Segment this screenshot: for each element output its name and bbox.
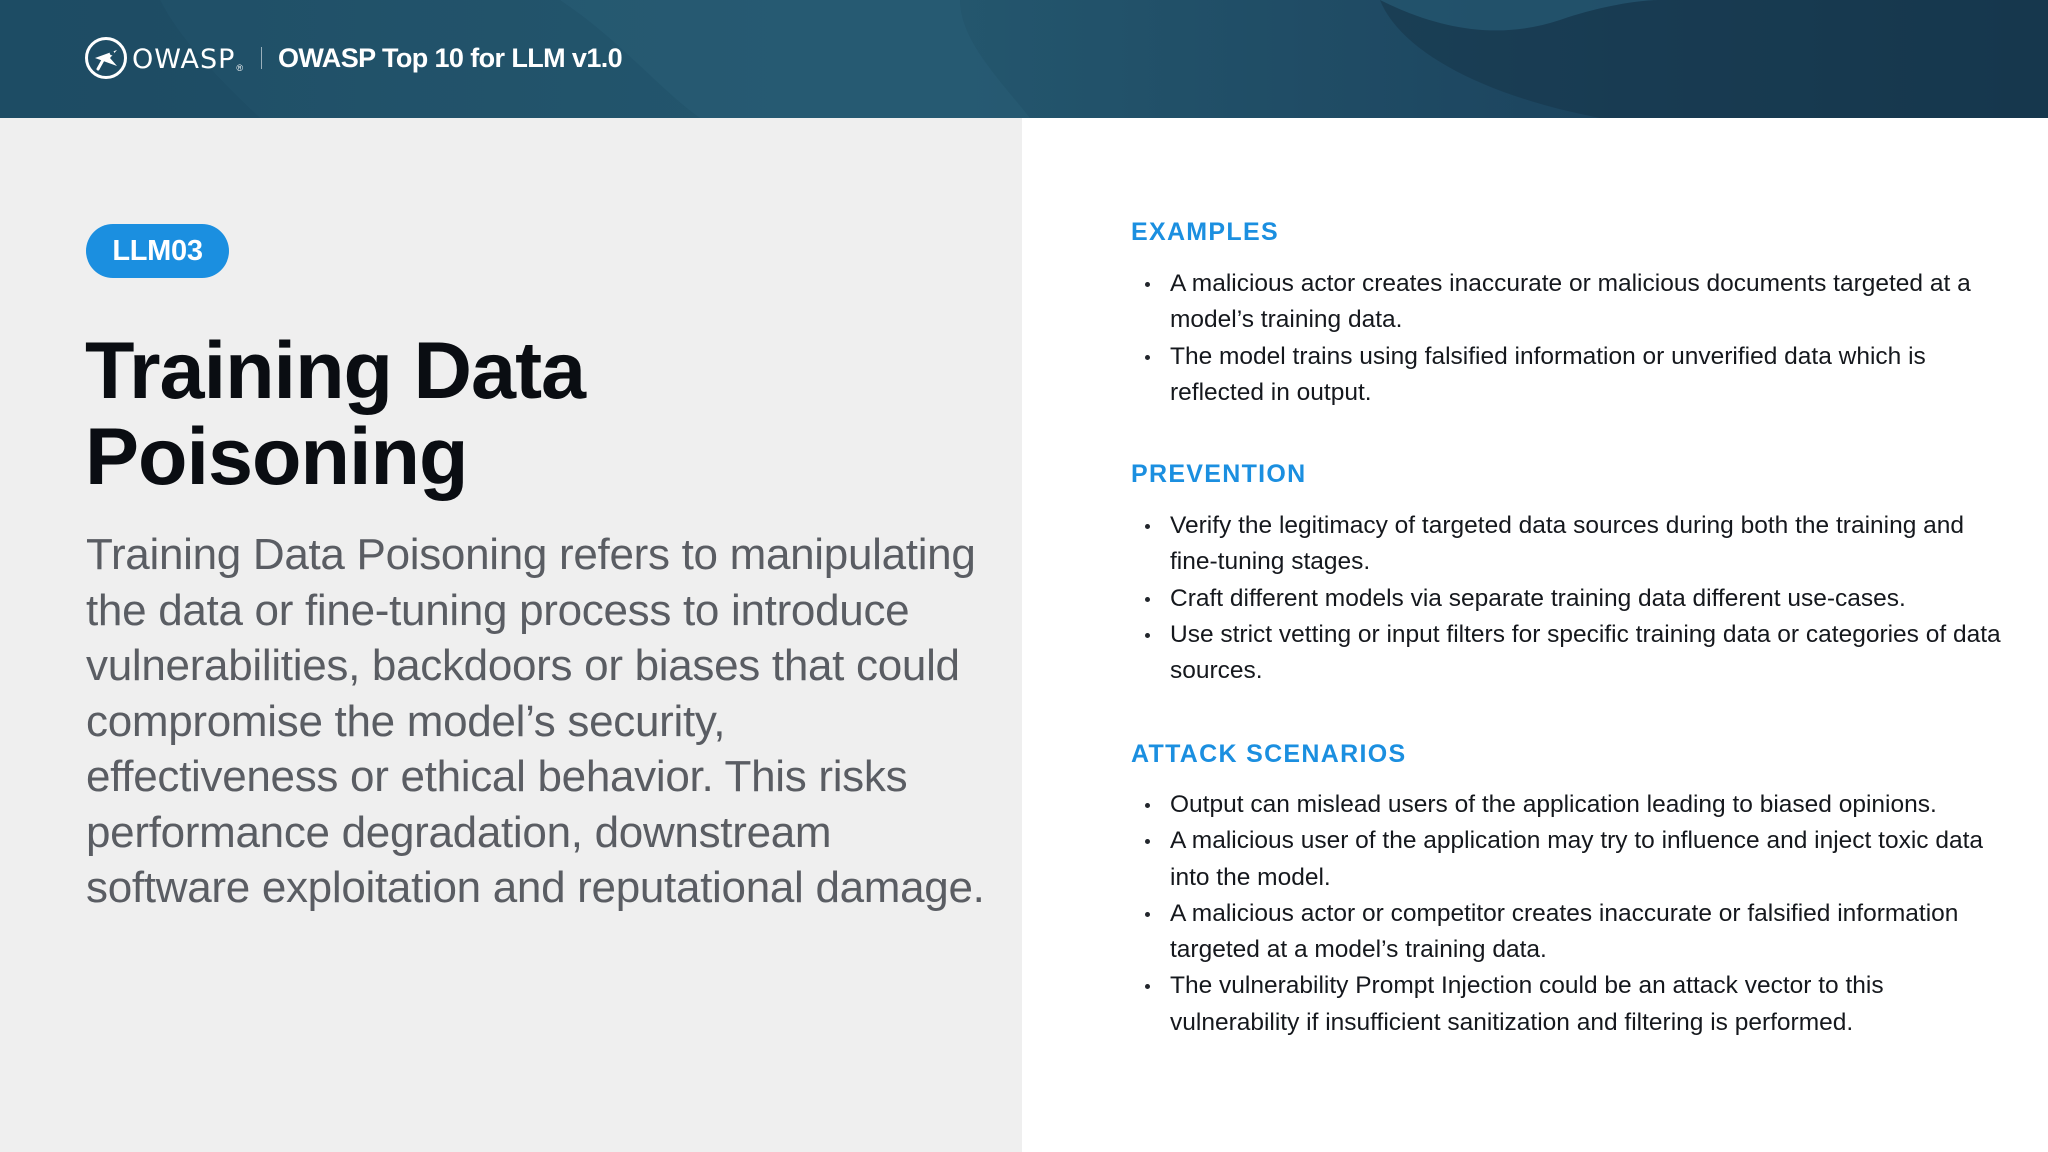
logo-text: OWASP [132,43,236,75]
prevention-item [1131,617,2011,690]
prevention-item [1131,508,2011,581]
prevention-item [1131,581,2011,617]
bullet-icon [1145,524,1150,529]
bullet-icon [1145,803,1150,808]
attack-scenario-item-text: The vulnerability Prompt Injection could be an attack vector to this vulnerability if insufficient sanitization and filtering is performed. [1170,972,1884,1036]
bullet-icon [1145,912,1150,917]
examples-item [1131,339,2011,412]
page-title [85,328,965,500]
bullet-icon [1145,355,1150,360]
header-divider [261,47,262,69]
attack-scenarios-heading: ATTACK SCENARIOS [1131,740,1407,768]
examples-heading: EXAMPLES [1131,218,1279,246]
prevention-item-text: Craft different models via separate training data different use-cases. [1170,584,1906,612]
examples-list [1131,266,2011,411]
attack-scenario-item [1131,787,2011,823]
examples-item-text: A malicious actor creates inaccurate or malicious documents targeted at a model’s training data. [1170,270,1971,334]
bullet-icon [1145,597,1150,602]
risk-id-badge: LLM03 [86,224,229,278]
examples-item [1131,266,2011,339]
header-title: OWASP Top 10 for LLM v1.0 [278,42,623,73]
attack-scenario-item-text: A malicious actor or competitor creates inaccurate or falsified information targeted at a model’s training data. [1170,899,1959,964]
attack-scenario-item [1131,823,2011,896]
prevention-item-text: Use strict vetting or input filters for specific training data or categories of data sources. [1170,620,2001,685]
prevention-item-text: Verify the legitimacy of targeted data sources during both the training and fine-tuning stages. [1170,512,1965,576]
page-title-line-2: Poisoning [85,412,468,502]
bullet-icon [1145,984,1150,989]
attack-scenario-item [1131,896,2011,969]
page-title-line-1: Training Data [85,326,586,416]
attack-scenario-item-text: Output can mislead users of the application leading to biased opinions. [1170,791,1937,818]
logo-registered-mark: ® [236,63,244,73]
attack-scenarios-list [1131,787,2011,1041]
owasp-wasp-icon [84,36,128,80]
attack-scenario-item-text: A malicious user of the application may try to influence and inject toxic data into the model. [1170,827,1984,891]
bullet-icon [1145,282,1150,287]
examples-item-text: The model trains using falsified information or unverified data which is reflected in output. [1170,342,1926,406]
prevention-heading: PREVENTION [1131,460,1307,488]
prevention-list [1131,508,2011,689]
bullet-icon [1145,633,1150,638]
header-banner [0,0,2048,118]
owasp-logo[interactable] [84,34,622,82]
attack-scenario-item [1131,968,2011,1041]
bullet-icon [1145,839,1150,844]
risk-description: Training Data Poisoning refers to manipulating the data or fine-tuning process to introduce vulnerabilities, backdoors or biases that could compromise the model’s security, effectiveness or ethical behavior. This risks performance degradation, downstream software exploitation and reputational damage. [86,530,985,912]
